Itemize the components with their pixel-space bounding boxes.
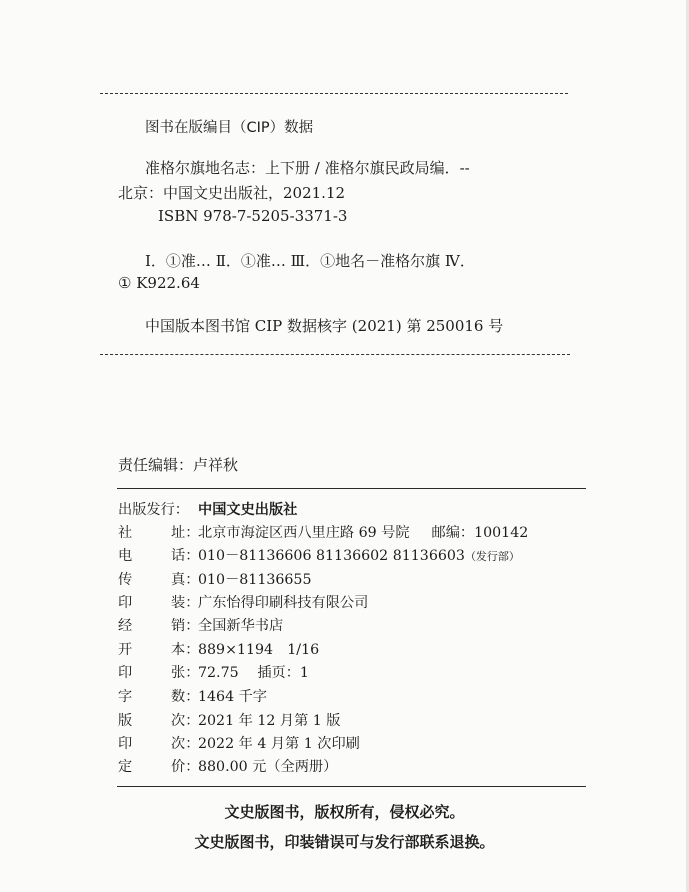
fax-label-2: 真： <box>171 572 200 588</box>
publisher-value: 中国文史出版社 <box>198 502 298 518</box>
phone-note: （发行部） <box>464 550 520 563</box>
printing-row <box>118 733 360 753</box>
edition-value: 2021 年 12 月第 1 版 <box>198 713 341 729</box>
printing-label-2: 次： <box>171 736 200 752</box>
fax-label-1: 传 <box>118 572 133 588</box>
cip-isbn-line: ISBN 978-7-5205-3371-3 <box>158 207 348 225</box>
postcode-value: 100142 <box>474 525 529 541</box>
sheets-label-2: 张： <box>171 665 200 681</box>
price-value: 880.00 元（全两册） <box>198 759 338 775</box>
distributor-row <box>118 615 283 635</box>
format-label-1: 开 <box>118 642 133 658</box>
phone-row <box>118 545 520 565</box>
sheets-row <box>118 662 309 682</box>
responsible-editor <box>118 454 238 475</box>
editor-label: 责任编辑： <box>118 456 194 474</box>
publisher-row <box>118 499 297 519</box>
edition-label-1: 版 <box>118 713 133 729</box>
sheets-value: 72.75 插页：1 <box>198 665 309 681</box>
format-value: 889×1194 1/16 <box>198 642 320 658</box>
format-label-2: 本： <box>171 642 200 658</box>
phone-label-2: 话： <box>171 548 200 564</box>
fax-value: 010－81136655 <box>198 572 312 588</box>
editor-name: 卢祥秋 <box>193 456 239 474</box>
printer-label-2: 装： <box>171 595 200 611</box>
price-row <box>118 756 337 776</box>
cip-classification-line-2: ① K922.64 <box>118 274 200 292</box>
info-bottom-rule <box>117 786 586 787</box>
edition-label-2: 次： <box>171 713 200 729</box>
sheets-label-1: 印 <box>118 665 133 681</box>
distributor-value: 全国新华书店 <box>198 618 284 634</box>
return-notice: 文史版图书，印装错误可与发行部联系退换。 <box>194 833 495 851</box>
distributor-label-1: 经 <box>118 618 133 634</box>
cip-heading: 图书在版编目（CIP）数据 <box>145 120 314 136</box>
printer-row <box>118 592 368 612</box>
copyright-notice: 文史版图书，版权所有，侵权必究。 <box>224 803 465 821</box>
edition-row <box>118 710 341 730</box>
price-label-2: 价： <box>171 759 200 775</box>
phone-label-1: 电 <box>118 548 133 564</box>
printing-value: 2022 年 4 月第 1 次印刷 <box>198 736 360 752</box>
words-label-2: 数： <box>171 689 200 705</box>
printer-value: 广东怡得印刷科技有限公司 <box>198 595 369 611</box>
cip-number-line: 中国版本图书馆 CIP 数据核字 (2021) 第 250016 号 <box>145 317 504 335</box>
words-row <box>118 686 267 706</box>
address-label-2: 址： <box>171 525 200 541</box>
printing-label-1: 印 <box>118 736 133 752</box>
price-label-1: 定 <box>118 759 133 775</box>
postcode-label: 邮编： <box>431 525 475 541</box>
cip-publication-line: 北京：中国文史出版社，2021.12 <box>118 184 346 202</box>
address-row <box>118 522 528 542</box>
distributor-label-2: 销： <box>171 618 200 634</box>
cip-title-line: 准格尔旗地名志：上下册 / 准格尔旗民政局编．-- <box>145 159 470 177</box>
publisher-label: 出版发行： <box>118 502 189 518</box>
format-row <box>118 639 319 659</box>
words-value: 1464 千字 <box>198 689 267 705</box>
printer-label-1: 印 <box>118 595 133 611</box>
phone-value: 010－81136606 81136602 81136603 <box>198 548 465 564</box>
address-value: 北京市海淀区西八里庄路 69 号院 <box>198 525 410 541</box>
info-top-rule <box>117 488 586 489</box>
cip-bottom-dashed-rule <box>100 354 570 355</box>
cip-classification-line-1: Ⅰ．①准… Ⅱ．①准… Ⅲ．①地名－准格尔旗 Ⅳ． <box>145 252 475 270</box>
fax-row <box>118 569 311 589</box>
words-label-1: 字 <box>118 689 133 705</box>
cip-top-dashed-rule <box>100 93 568 94</box>
address-label-1: 社 <box>118 525 133 541</box>
